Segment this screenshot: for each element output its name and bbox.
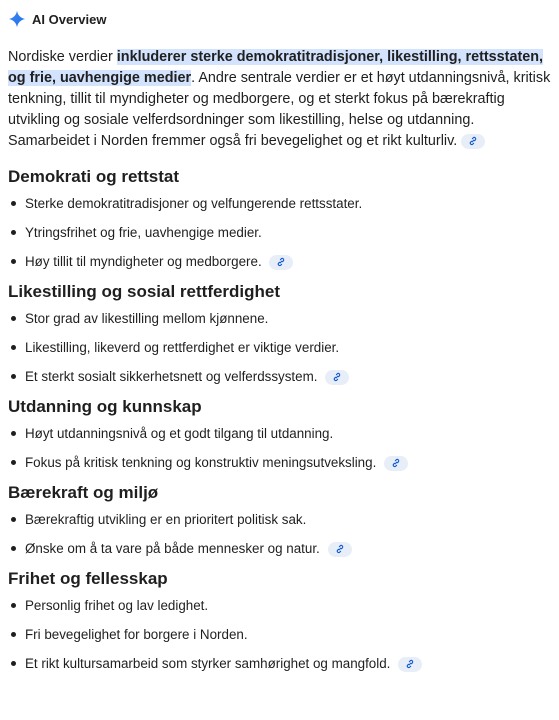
source-link-button[interactable] [398,657,422,672]
link-icon [391,458,401,468]
list-item [8,424,551,443]
list-item-text: Likestilling, likeverd og rettferdighet er viktige verdier. [25,340,340,355]
section-list [8,510,551,558]
list-item [8,453,551,472]
intro-paragraph [8,47,551,152]
section-heading: Utdanning og kunnskap [8,397,202,416]
list-item-text: Sterke demokratitradisjoner og velfungerende rettsstater. [25,196,363,211]
section-heading: Demokrati og rettstat [8,167,179,186]
source-link-button[interactable] [384,456,408,471]
list-item-text: Et sterkt sosialt sikkerhetsnett og velferdssystem. [25,369,318,384]
section-heading: Likestilling og sosial rettferdighet [8,282,281,301]
section-block [8,166,551,271]
section-list [8,424,551,472]
list-item [8,596,551,615]
source-link-button[interactable] [328,542,352,557]
source-link-button[interactable] [325,370,349,385]
list-item-text: Bærekraftig utvikling er en prioritert politisk sak. [25,512,307,527]
list-item-text: Høyt utdanningsnivå og et godt tilgang til utdanning. [25,426,334,441]
list-item-text: Stor grad av likestilling mellom kjønnene. [25,311,269,326]
list-item-text: Ytringsfrihet og frie, uavhengige medier. [25,225,262,240]
list-item [8,510,551,529]
link-icon [468,136,478,146]
list-item-text: Høy tillit til myndigheter og medborgere. [25,254,262,269]
list-item [8,539,551,558]
section-block [8,482,551,558]
list-item [8,654,551,673]
list-item [8,309,551,328]
list-item [8,338,551,357]
list-item [8,625,551,644]
list-item [8,223,551,242]
section-block [8,568,551,673]
list-item-text: Fokus på kritisk tenkning og konstruktiv meningsutveksling. [25,455,377,470]
link-icon [405,659,415,669]
link-icon [332,372,342,382]
list-item-text: Personlig frihet og lav ledighet. [25,598,209,613]
section-heading: Frihet og fellesskap [8,569,168,588]
list-item [8,194,551,213]
sparkle-icon [8,10,26,28]
list-item-text: Fri bevegelighet for borgere i Norden. [25,627,248,642]
intro-text-before: Nordiske verdier [8,49,117,65]
ai-overview-title: AI Overview [32,11,107,27]
list-item [8,367,551,386]
section-list [8,309,551,386]
ai-overview-header [8,8,551,30]
intro-text-after: . Andre sentrale verdier er et høyt utdanningsnivå, kritisk tenkning, tillit til myndigheter og medborgere, og et sterkt fokus på bærekraftig utvikling og sosiale velferdsordninger som likestilling, helse og utdanning. Samarbeidet i Norden fremmer også fri bevegelighet og et rikt kulturliv. [8,70,551,149]
source-link-button[interactable] [269,255,293,270]
section-block [8,396,551,472]
list-item-text: Ønske om å ta vare på både mennesker og natur. [25,541,320,556]
section-heading: Bærekraft og miljø [8,483,159,502]
section-block [8,281,551,386]
intro-highlight: inkluderer sterke demokratitradisjoner, likestilling, rettsstaten, og frie, uavhengige medier [8,49,544,86]
link-icon [335,544,345,554]
sections-container [8,166,551,673]
link-icon [276,257,286,267]
source-link-button[interactable] [461,134,485,149]
list-item [8,252,551,271]
list-item-text: Et rikt kultursamarbeid som styrker samhørighet og mangfold. [25,656,391,671]
section-list [8,194,551,271]
section-list [8,596,551,673]
